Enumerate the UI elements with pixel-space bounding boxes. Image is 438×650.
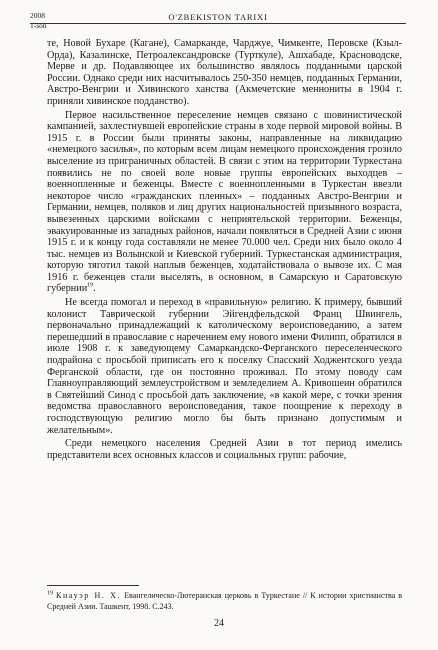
page-number: 24	[214, 618, 224, 629]
paragraph-4: Среди немецкого населения Средней Азии в тот период имелись представители всех основных классов и социальных групп: рабочие,	[47, 438, 402, 461]
footnote-number: 19	[47, 590, 53, 597]
header-year: 2008	[30, 11, 45, 20]
journal-title: O'ZBEKISTON TARIXI	[168, 12, 268, 22]
footnote-author: Кнауэр Н. Х.	[56, 591, 122, 600]
footnote-rule	[47, 585, 139, 586]
paragraph-2: Первое насильственное переселение немцев связано с шовинистической кампанией, захлестнувшей европейские страны в ходе первой мировой войны. В 1915 г. в России были приняты законы, направленные на ликвидацию «немецкого засилья», по которым всем лицам немецкого происхождения грозило выселение из приграничных областей. В связи с этим на территории Туркестана появились не по своей воле новые группы европейских выходцев – военнопленные и беженцы. Вместе с военнопленными в Туркестан ввезли некоторое число «гражданских пленных» – подданных Австро-Венгрии и Германии, немцев, поляков и лиц других национальностей призывного возраста, вывезенных царскими войсками с неприятельской территории. Беженцы, эвакуированные из западных районов, начали появляться в Средней Азии с июня 1915 г. и к концу года составляли не менее 70.000 чел. Среди них было около 4 тыс. немцев из Волынской и Киевской губерний. Туркестанская администрация, которую тяготил такой наплыв беженцев, ходатайствовала о вывозе их. С мая 1916 г. беженцев стали выселять, в основном, в Самарскую и Саратовскую губернии$^{19}$.	[47, 109, 402, 295]
footnote-reference[interactable]: 19	[87, 283, 94, 290]
paragraph-1: те, Новой Бухаре (Кагане), Самарканде, Чарджуе, Чимкенте, Перовске (Кзыл-Орда), Казалинске, Петроалександровске (Турткуле), Ашхабаде, Красноводске, Мерве и др. Подавляющее их большинство являлось подданными царской России. Однако среди них насчитывалось 250-350 немцев, подданных Германии, Австро-Венгрии и Хивинского ханства (Акмечетские меннониты в 1904 г. приняли хивинское подданство).	[47, 38, 402, 107]
footnote-text: Евангелическо-Лютеранская церковь в Туркестане // К истории христианства в Средней Азии. Ташкент, 1998. С.243.	[47, 591, 403, 611]
paragraph-2-text: Первое насильственное переселение немцев связано с шовинистической кампанией, захлестнувшей европейские страны в ходе первой мировой войны. В 1915 г. в России были приняты законы, направленные на ликвидацию «немецкого засилья», по которым всем лицам немецкого происхождения грозило выселение из приграничных областей. В связи с этим на территории Туркестана появились не по своей воле новые группы европейских выходцев – военнопленные и беженцы. Вместе с военнопленными в Туркестан ввезли некоторое число «гражданских пленных» – подданных Австро-Венгрии и Германии, немцев, поляков и лиц других национальностей призывного возраста, вывезенных царскими войсками с неприятельской территории. Беженцы, эвакуированные из западных районов, начали появляться в Средней Азии с июня 1915 г. и к концу года составляли не менее 70.000 чел. Среди них было около 4 тыс. немцев из Волынской и Киевской губерний. Туркестанская администрация, которую тяготил такой наплыв беженцев, ходатайствовала о вывозе их. С мая 1916 г. беженцев стали выселять, в основном, в Самарскую и Саратовскую губернии	[47, 109, 402, 295]
article-body	[47, 38, 402, 463]
header-rule	[30, 23, 406, 24]
paragraph-3: Не всегда помогал и переход в «правильную» религию. К примеру, бывший колонист Таврической губернии Эйгендфельдской Франц Швингель, первоначально принадлежащий к католическому вероисповеданию, а затем перешедший в православие с наречением ему нового имени Филипп, обратился в июле 1908 г. к заведующему Самаркандско-Ферганского переселенческого подрайона с просьбой приписать его к поселку Спасский Ходжентского уезда Ферганской области, где он постоянно проживал. По этому поводу сам Главноуправляющий землеустройством и земледелием А. Кривошеин обратился в Святейший Синод с просьбой дать заключение, «в какой мере, с точки зрения ведомства православного вероисповедания, такое поощрение к переходу в господствующую религию могло бы быть признано допустимым и желательным».	[47, 297, 402, 436]
running-head	[30, 11, 406, 31]
header-issue: 1-son	[30, 21, 47, 30]
footnote	[47, 591, 402, 612]
